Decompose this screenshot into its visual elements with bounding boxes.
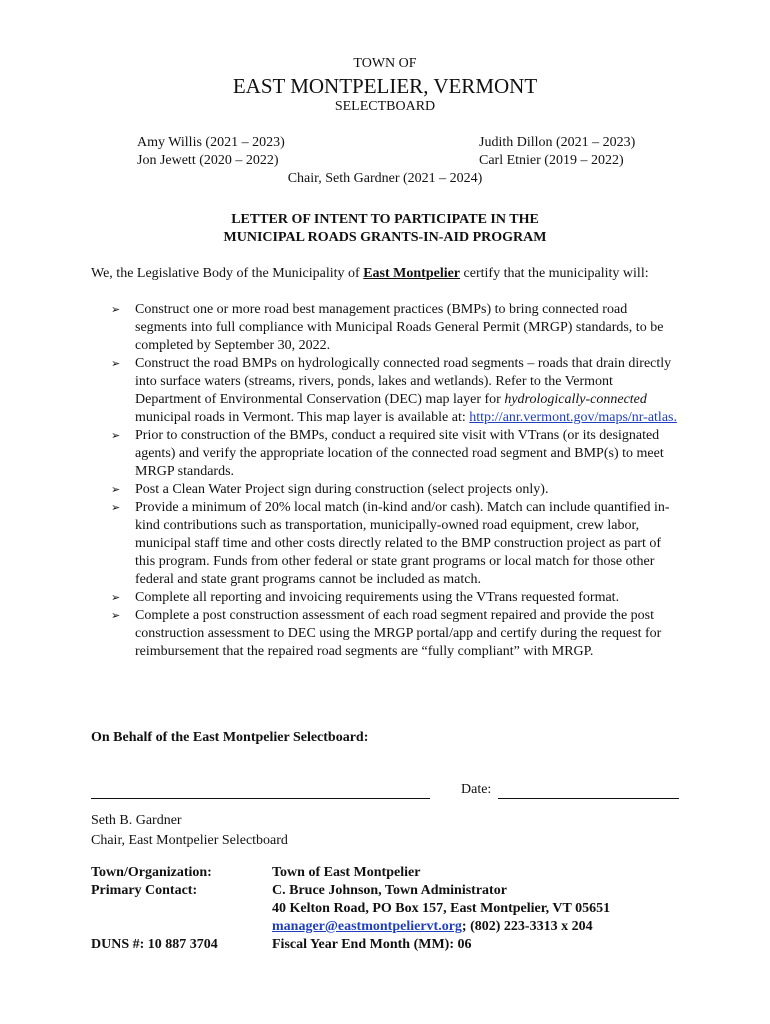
arrow-bullet-icon: ➢ <box>111 591 121 604</box>
contact-address: 40 Kelton Road, PO Box 157, East Montpelier, VT 05651 <box>272 901 611 916</box>
signer-title: Chair, East Montpelier Selectboard <box>91 833 288 848</box>
arrow-bullet-icon: ➢ <box>111 501 121 514</box>
date-label: Date: <box>461 782 492 797</box>
org-label: Town/Organization: <box>91 865 212 880</box>
list-item-text: Provide a minimum of 20% local match (in-kind and/or cash). Match can include quantified in-kind contributions such as transportation, municipally-owned road equipment, crew labor, municipal staff time and other costs directly related to the BMP construction project as part of this program. Funds from other federal or state grant programs or local match for those other federal and state grant programs cannot be included as match. <box>135 500 670 587</box>
primary-contact-label: Primary Contact: <box>91 883 198 898</box>
requirements-list <box>110 301 680 661</box>
header-town-of: TOWN OF <box>353 56 417 71</box>
arrow-bullet-icon: ➢ <box>111 357 121 370</box>
arrow-bullet-icon: ➢ <box>111 609 121 622</box>
contact-phone: ; (802) 223-3313 x 204 <box>461 919 593 934</box>
date-line <box>498 798 679 799</box>
signer-name: Seth B. Gardner <box>91 813 182 828</box>
arrow-bullet-icon: ➢ <box>111 483 121 496</box>
list-item <box>110 301 680 355</box>
list-item-text: Complete a post construction assessment of each road segment repaired and provide the post construction assessment to DEC using the MRGP portal/app and certify during the request for reimbursement that the repaired road segments are “fully compliant” with MRGP. <box>135 608 662 659</box>
duns-number: DUNS #: 10 887 3704 <box>91 937 218 952</box>
list-item <box>110 499 680 589</box>
list-item-text: Complete all reporting and invoicing requirements using the VTrans requested format. <box>135 590 620 605</box>
list-item-tail: municipal roads in Vermont. This map layer is available at: <box>135 410 470 425</box>
org-value: Town of East Montpelier <box>272 865 421 880</box>
letter-title-line2: MUNICIPAL ROADS GRANTS-IN-AID PROGRAM <box>223 230 547 245</box>
list-item <box>110 589 680 607</box>
contact-email-link[interactable]: manager@eastmontpeliervt.org <box>272 919 462 934</box>
primary-contact-name: C. Bruce Johnson, Town Administrator <box>272 883 507 898</box>
arrow-bullet-icon: ➢ <box>111 303 121 316</box>
member-right-2: Carl Etnier (2019 – 2022) <box>479 153 624 168</box>
arrow-bullet-icon: ➢ <box>111 429 121 442</box>
member-chair: Chair, Seth Gardner (2021 – 2024) <box>287 171 483 186</box>
list-item-text: Construct one or more road best management practices (BMPs) to bring connected road segments into full compliance with Municipal Roads General Permit (MRGP) standards, to be completed by September 30, 2022. <box>135 302 664 353</box>
list-item-italic: hydrologically-connected <box>504 392 647 407</box>
intro-after: certify that the municipality will: <box>460 266 649 281</box>
intro-before: We, the Legislative Body of the Municipality of <box>91 266 364 281</box>
list-item-text: Construct the road BMPs on hydrologically connected road segments – roads that drain directly into surface waters (streams, rivers, ponds, lakes and wetlands). Refer to the Vermont Department of Environmental Conservation (DEC) map layer for <box>135 356 672 407</box>
letter-title <box>0 211 770 247</box>
letter-title-line1: LETTER OF INTENT TO PARTICIPATE IN THE <box>231 212 539 227</box>
list-item-text: Post a Clean Water Project sign during construction (select projects only). <box>135 482 549 497</box>
on-behalf-heading: On Behalf of the East Montpelier Selectboard: <box>91 730 369 745</box>
header-selectboard: SELECTBOARD <box>334 99 436 114</box>
municipality-name: East Montpelier <box>363 266 461 281</box>
signer-block <box>91 811 288 851</box>
nr-atlas-link[interactable]: http://anr.vermont.gov/maps/nr-atlas. <box>469 410 677 425</box>
member-left-2: Jon Jewett (2020 – 2022) <box>137 153 279 168</box>
list-item-text: Prior to construction of the BMPs, conduct a required site visit with VTrans (or its designated agents) and verify the appropriate location of the connected road segment and BMP(s) to meet MRGP standards. <box>135 428 664 479</box>
list-item <box>110 607 680 661</box>
contact-email-phone <box>272 919 593 935</box>
member-left-1: Amy Willis (2021 – 2023) <box>137 135 285 150</box>
list-item <box>110 481 680 499</box>
member-right-1: Judith Dillon (2021 – 2023) <box>479 135 636 150</box>
fiscal-year-end: Fiscal Year End Month (MM): 06 <box>272 937 472 952</box>
list-item <box>110 355 680 427</box>
header-town-name: EAST MONTPELIER, VERMONT <box>232 74 538 98</box>
signature-line <box>91 798 430 799</box>
intro-paragraph <box>91 265 691 283</box>
list-item <box>110 427 680 481</box>
